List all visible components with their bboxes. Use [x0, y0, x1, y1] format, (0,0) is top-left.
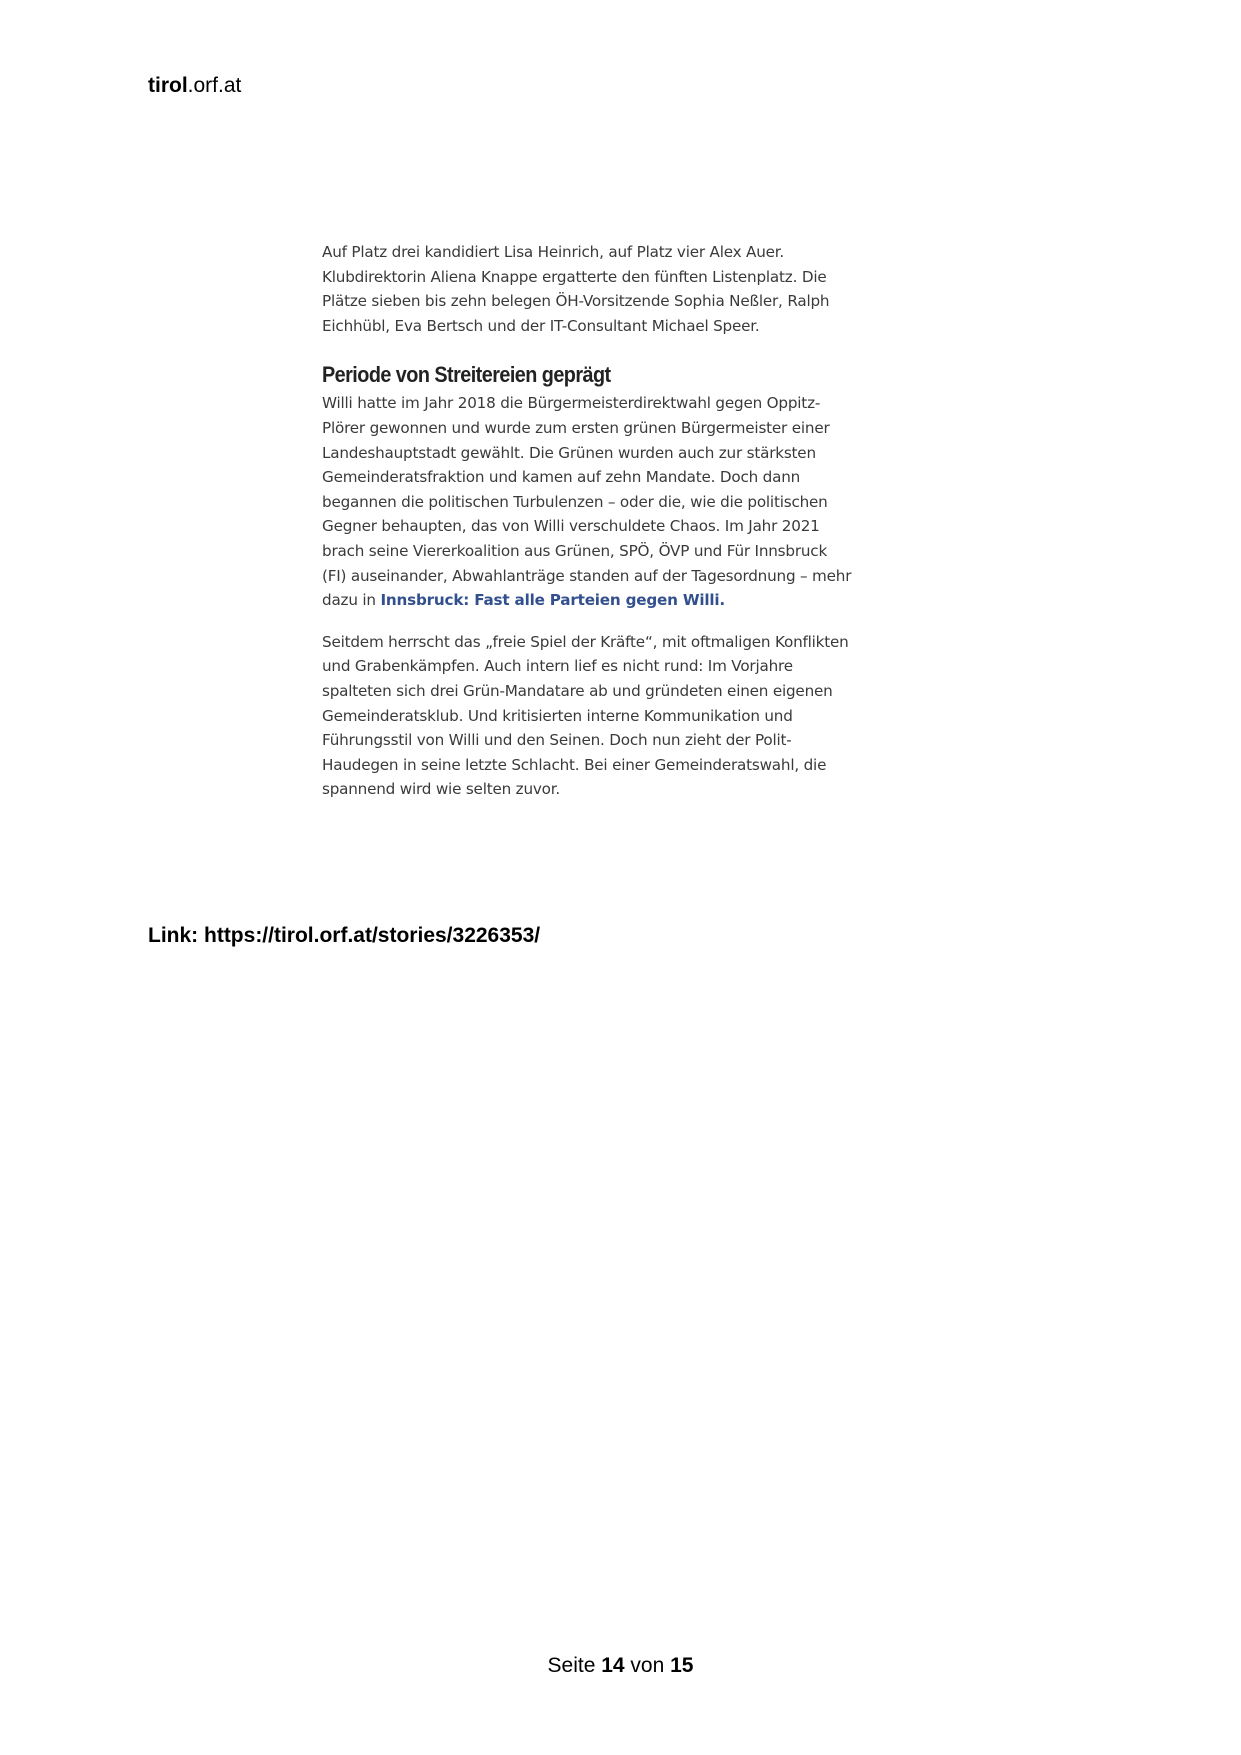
- brand-bold: tirol: [148, 74, 188, 97]
- paragraph-current: [322, 630, 922, 802]
- text-line: spannend wird wie selten zuvor.: [322, 780, 561, 799]
- text-line: spalteten sich drei Grün-Mandatare ab und gründeten einen eigenen: [322, 681, 833, 700]
- footer-prefix: Seite: [547, 1654, 602, 1677]
- page-number: 14: [601, 1654, 625, 1677]
- text-line: Plätze sieben bis zehn belegen ÖH-Vorsitzende Sophia Neßler, Ralph: [322, 292, 830, 311]
- text-line: begannen die politischen Turbulenzen – oder die, wie die politischen: [322, 492, 828, 511]
- text-line: Auf Platz drei kandidiert Lisa Heinrich, auf Platz vier Alex Auer.: [322, 243, 785, 261]
- text-line: Seitdem herrscht das „freie Spiel der Kräfte“, mit oftmaligen Konflikten: [322, 632, 849, 651]
- text-line: Gemeinderatsfraktion und kamen auf zehn Mandate. Doch dann: [322, 468, 801, 487]
- text-line: Eichhübl, Eva Bertsch und der IT-Consultant Michael Speer.: [322, 316, 760, 335]
- source-link[interactable]: Link: https://tirol.orf.at/stories/3226353/: [148, 924, 541, 947]
- footer-middle: von: [624, 1654, 671, 1677]
- paragraph-candidates: [322, 240, 922, 338]
- text-line: Gegner behaupten, das von Willi verschuldete Chaos. Im Jahr 2021: [322, 517, 820, 536]
- text-line: Willi hatte im Jahr 2018 die Bürgermeisterdirektwahl gegen Oppitz-: [322, 394, 821, 413]
- paragraph-history: [322, 391, 922, 612]
- brand-rest: .orf.at: [187, 74, 242, 97]
- text-line: Haudegen in seine letzte Schlacht. Bei einer Gemeinderatswahl, die: [322, 755, 827, 774]
- text-line: Plörer gewonnen und wurde zum ersten grünen Bürgermeister einer: [322, 418, 830, 437]
- section-heading: Periode von Streitereien geprägt: [322, 362, 611, 388]
- related-article-link[interactable]: Innsbruck: Fast alle Parteien gegen Willi.: [380, 591, 725, 610]
- text-line: Klubdirektorin Aliena Knappe ergatterte den fünften Listenplatz. Die: [322, 267, 827, 286]
- article-body: [322, 240, 922, 819]
- text-line: Landeshauptstadt gewählt. Die Grünen wurden auch zur stärksten: [322, 443, 816, 462]
- page-total: 15: [670, 1654, 694, 1677]
- text-line: und Grabenkämpfen. Auch intern lief es nicht rund: Im Vorjahre: [322, 657, 793, 676]
- text-line: (FI) auseinander, Abwahlanträge standen auf der Tagesordnung – mehr: [322, 566, 852, 585]
- text-prefix: dazu in: [322, 591, 381, 610]
- text-line: Gemeinderatsklub. Und kritisierten interne Kommunikation und: [322, 706, 793, 725]
- text-line: Führungsstil von Willi und den Seinen. Doch nun zieht der Polit-: [322, 731, 792, 750]
- text-line: brach seine Viererkoalition aus Grünen, SPÖ, ÖVP und Für Innsbruck: [322, 541, 828, 560]
- text-line: [322, 588, 922, 613]
- page-footer: [0, 1654, 1241, 1678]
- site-header: [148, 74, 241, 98]
